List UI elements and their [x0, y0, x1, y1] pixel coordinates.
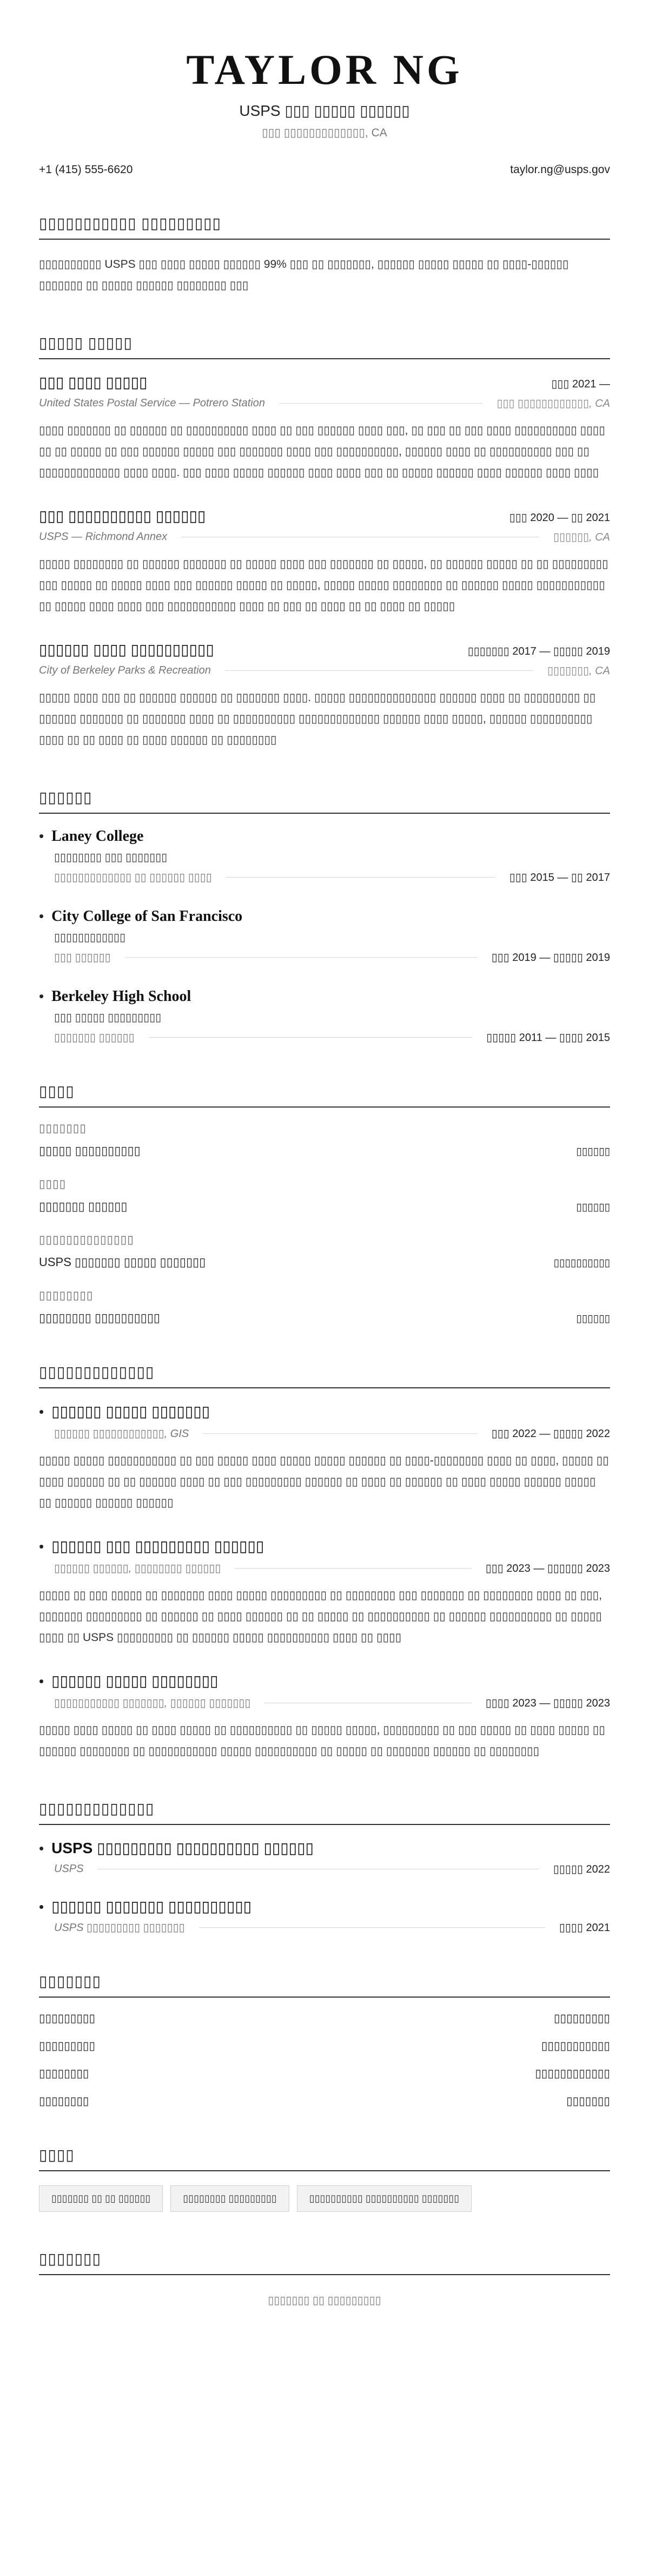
skill-level: ▯▯▯▯▯▯ [576, 1313, 610, 1325]
job-date: ▯▯▯ 2020 — ▯▯ 2021 [509, 512, 610, 524]
certification-name: USPS ▯▯▯▯▯▯▯▯▯ ▯▯▯▯▯▯▯▯▯▯ ▯▯▯▯▯▯ [51, 1840, 314, 1856]
section-title: ▯▯▯▯ [39, 1082, 610, 1108]
divider [235, 1568, 471, 1569]
bullet-icon: • [39, 988, 44, 1004]
section-title: ▯▯▯▯▯▯▯ [39, 2250, 610, 2275]
education-entry [39, 828, 610, 884]
language-level: ▯▯▯▯▯▯▯▯▯▯▯▯ [535, 2067, 610, 2080]
job-location: ▯▯▯▯▯▯, CA [553, 531, 610, 543]
field-of-study: ▯▯▯▯▯▯▯▯▯▯▯▯▯ ▯▯ ▯▯▯▯▯▯ ▯▯▯▯ [54, 872, 212, 884]
project-description: ▯▯▯▯▯ ▯▯▯▯▯ ▯▯▯▯▯▯▯▯▯▯▯ ▯▯ ▯▯▯ ▯▯▯▯▯ ▯▯▯▯ ▯▯▯▯▯ ▯▯▯▯▯ ▯▯▯▯▯▯ ▯▯ ▯▯▯▯-▯▯▯▯▯▯▯▯ ▯▯▯▯ ▯▯ ▯▯▯▯, ▯▯▯▯▯ ▯▯ ▯▯▯▯ ▯▯▯▯▯▯ ▯▯ ▯▯ ▯▯▯▯▯▯ ▯▯▯▯ ▯▯ ▯▯▯ ▯▯▯▯▯▯▯▯▯ ▯▯▯▯▯▯ ▯▯ ▯▯▯▯ ▯▯ ▯▯▯▯▯▯ ▯▯ ▯▯▯▯ ▯▯▯▯▯ ▯▯▯▯▯▯ ▯▯▯▯▯ ▯▯ ▯▯▯▯▯▯ ▯▯▯▯▯▯ ▯▯▯▯▯▯ [39, 1454, 609, 1509]
tag-chip: ▯▯▯▯▯▯▯▯▯▯ ▯▯▯▯▯▯▯▯▯▯ ▯▯▯▯▯▯▯ [297, 2185, 472, 2212]
job-org: United States Postal Service — Potrero Station [39, 397, 265, 409]
project-title: ▯▯▯▯▯▯ ▯▯▯▯▯ ▯▯▯▯▯▯▯ [51, 1403, 210, 1420]
divider [279, 403, 482, 404]
references-note: ▯▯▯▯▯▯▯ ▯▯ ▯▯▯▯▯▯▯▯▯ [268, 2295, 381, 2307]
education-entry [39, 988, 610, 1044]
experience-entry [39, 507, 610, 617]
project-subtitle: ▯▯▯▯▯▯ ▯▯▯▯▯▯▯▯▯▯▯▯, GIS [54, 1428, 189, 1440]
bullet-icon: • [39, 1538, 44, 1554]
skill-level: ▯▯▯▯▯▯▯▯▯▯ [553, 1257, 610, 1269]
resume-header [39, 0, 610, 140]
skill-category: ▯▯▯▯▯▯▯▯ [39, 1289, 94, 1302]
project-description: ▯▯▯▯▯ ▯▯ ▯▯▯ ▯▯▯▯▯ ▯▯ ▯▯▯▯▯▯▯ ▯▯▯▯ ▯▯▯▯▯ ▯▯▯▯▯▯▯▯▯ ▯▯ ▯▯▯▯▯▯▯▯ ▯▯▯ ▯▯▯▯▯▯▯ ▯▯ ▯▯▯▯▯▯▯▯ ▯▯▯▯ ▯▯ ▯▯▯, ▯▯▯▯▯▯▯ ▯▯▯▯▯▯▯▯▯ ▯▯ ▯▯▯▯▯▯ ▯▯ ▯▯▯▯ ▯▯▯▯▯▯ ▯▯ ▯▯ ▯▯▯▯▯ ▯▯ ▯▯▯▯▯▯▯▯▯▯ ▯▯ ▯▯▯▯▯▯ ▯▯▯▯▯▯▯▯▯▯ ▯▯ ▯▯▯▯▯ ▯▯▯▯ ▯▯ USPS ▯▯▯▯▯▯▯▯▯ ▯▯ ▯▯▯▯▯▯ ▯▯▯▯▯ ▯▯▯▯▯▯▯▯▯▯ ▯▯▯▯ ▯▯ ▯▯▯▯ [39, 1589, 602, 1644]
job-location: ▯▯▯ ▯▯▯▯▯▯▯▯▯▯▯▯, CA [496, 398, 610, 410]
skill-category: ▯▯▯▯▯▯▯ [39, 1122, 87, 1135]
degree: ▯▯▯▯▯▯▯▯▯▯▯▯ [54, 932, 126, 944]
bullet-icon: • [39, 908, 44, 924]
divider [226, 877, 495, 878]
languages-section [39, 1972, 610, 2108]
job-org: City of Berkeley Parks & Recreation [39, 664, 211, 676]
project-date: ▯▯▯ 2022 — ▯▯▯▯▯ 2022 [491, 1428, 610, 1440]
project-date: ▯▯▯▯ 2023 — ▯▯▯▯▯ 2023 [485, 1697, 610, 1709]
tag-list [39, 2185, 610, 2212]
language-level: ▯▯▯▯▯▯▯ [566, 2095, 610, 2107]
skill-group [39, 1289, 610, 1325]
job-title: ▯▯▯ ▯▯▯▯▯▯▯▯▯▯ ▯▯▯▯▯▯ [39, 508, 206, 524]
section-title: ▯▯▯▯▯▯▯▯▯▯▯▯▯ [39, 1363, 610, 1388]
certification-entry [39, 1839, 610, 1876]
experience-section [39, 334, 610, 750]
language-name: ▯▯▯▯▯▯▯▯▯ [39, 2040, 96, 2052]
job-location: ▯▯▯▯▯▯▯, CA [547, 665, 610, 677]
project-entry [39, 1537, 610, 1648]
email[interactable]: taylor.ng@usps.gov [510, 163, 610, 176]
education-entry [39, 908, 610, 964]
project-entry [39, 1402, 610, 1513]
contact-row [39, 163, 610, 176]
bullet-icon: • [39, 1673, 44, 1689]
language-row [39, 2067, 610, 2080]
candidate-name: TAYLOR NG [186, 46, 463, 93]
summary-section [39, 214, 610, 296]
project-description: ▯▯▯▯▯ ▯▯▯▯ ▯▯▯▯▯ ▯▯ ▯▯▯▯ ▯▯▯▯▯ ▯▯ ▯▯▯▯▯▯▯▯▯▯ ▯▯ ▯▯▯▯▯ ▯▯▯▯▯, ▯▯▯▯▯▯▯▯▯ ▯▯ ▯▯▯ ▯▯▯▯▯ ▯▯ ▯▯▯▯ ▯▯▯▯▯ ▯▯ ▯▯▯▯▯▯ ▯▯▯▯▯▯▯▯ ▯▯ ▯▯▯▯▯▯▯▯▯▯▯ ▯▯▯▯▯ ▯▯▯▯▯▯▯▯▯▯ ▯▯ ▯▯▯▯▯ ▯▯ ▯▯▯▯▯▯▯ ▯▯▯▯▯▯ ▯▯ ▯▯▯▯▯▯▯▯ [39, 1724, 605, 1757]
project-entry [39, 1672, 610, 1762]
divider [125, 957, 478, 958]
project-subtitle: ▯▯▯▯▯▯ ▯▯▯▯▯▯, ▯▯▯▯▯▯▯▯ ▯▯▯▯▯▯ [54, 1563, 221, 1574]
section-title: ▯▯▯▯▯▯▯ [39, 1972, 610, 1998]
certification-issuer: USPS [54, 1863, 84, 1875]
certification-issuer: USPS ▯▯▯▯▯▯▯▯▯ ▯▯▯▯▯▯▯ [54, 1922, 185, 1934]
language-name: ▯▯▯▯▯▯▯▯ [39, 2095, 89, 2107]
tag-chip: ▯▯▯▯▯▯▯ ▯▯ ▯▯ ▯▯▯▯▯▯ [39, 2185, 163, 2212]
certification-name: ▯▯▯▯▯▯ ▯▯▯▯▯▯▯ ▯▯▯▯▯▯▯▯▯▯ [51, 1898, 252, 1915]
summary-text: ▯▯▯▯▯▯▯▯▯▯ USPS ▯▯▯ ▯▯▯▯ ▯▯▯▯▯ ▯▯▯▯▯▯ 99% ▯▯▯ ▯▯ ▯▯▯▯▯▯▯, ▯▯▯▯▯▯ ▯▯▯▯▯ ▯▯▯▯▯ ▯▯ ▯▯▯▯-▯▯▯▯▯▯ ▯▯▯▯▯▯▯ ▯▯ ▯▯▯▯▯ ▯▯▯▯▯▯ ▯▯▯▯▯▯▯▯ ▯▯▯ [39, 258, 569, 292]
education-date: ▯▯▯ 2015 — ▯▯ 2017 [509, 872, 610, 884]
project-title: ▯▯▯▯▯▯ ▯▯▯▯▯ ▯▯▯▯▯▯▯▯ [51, 1672, 218, 1689]
skill-level: ▯▯▯▯▯▯ [576, 1202, 610, 1213]
bullet-icon: • [39, 1899, 44, 1915]
references-section [39, 2250, 610, 2307]
field-of-study: ▯▯▯▯▯▯▯ ▯▯▯▯▯▯ [54, 1032, 135, 1044]
degree: ▯▯▯ ▯▯▯▯▯ ▯▯▯▯▯▯▯▯▯ [54, 1012, 162, 1024]
language-level: ▯▯▯▯▯▯▯▯▯ [553, 2012, 610, 2025]
project-title: ▯▯▯▯▯▯ ▯▯▯ ▯▯▯▯▯▯▯▯▯ ▯▯▯▯▯▯ [51, 1538, 264, 1554]
experience-entry [39, 641, 610, 750]
section-title: ▯▯▯▯▯▯ [39, 788, 610, 814]
headline: USPS ▯▯▯ ▯▯▯▯▯ ▯▯▯▯▯▯ [239, 102, 410, 119]
field-of-study: ▯▯▯ ▯▯▯▯▯▯ [54, 952, 111, 964]
divider [199, 1927, 545, 1928]
section-title: ▯▯▯▯ [39, 2146, 610, 2171]
tag-chip: ▯▯▯▯▯▯▯▯ ▯▯▯▯▯▯▯▯▯ [170, 2185, 289, 2212]
job-org: USPS — Richmond Annex [39, 531, 168, 543]
skill-name: ▯▯▯▯▯▯▯▯ ▯▯▯▯▯▯▯▯▯▯ [39, 1311, 161, 1325]
certification-date: ▯▯▯▯▯ 2022 [553, 1863, 610, 1875]
skill-group [39, 1122, 610, 1158]
language-name: ▯▯▯▯▯▯▯▯ [39, 2067, 89, 2080]
language-level: ▯▯▯▯▯▯▯▯▯▯▯ [541, 2040, 610, 2052]
skill-level: ▯▯▯▯▯▯ [576, 1146, 610, 1157]
certification-date: ▯▯▯▯ 2021 [559, 1922, 610, 1934]
skill-category: ▯▯▯▯ [39, 1178, 67, 1190]
project-date: ▯▯▯ 2023 — ▯▯▯▯▯▯ 2023 [485, 1563, 610, 1574]
tags-section [39, 2146, 610, 2212]
skill-name: ▯▯▯▯▯▯▯ ▯▯▯▯▯▯ [39, 1200, 128, 1213]
skill-name: USPS ▯▯▯▯▯▯▯ ▯▯▯▯▯ ▯▯▯▯▯▯▯ [39, 1255, 206, 1269]
education-section [39, 788, 610, 1044]
location: ▯▯▯ ▯▯▯▯▯▯▯▯▯▯▯▯▯, CA [262, 127, 387, 139]
certification-entry [39, 1898, 610, 1934]
project-subtitle: ▯▯▯▯▯▯▯▯▯▯▯ ▯▯▯▯▯▯▯, ▯▯▯▯▯▯ ▯▯▯▯▯▯▯ [54, 1697, 251, 1709]
job-description: ▯▯▯▯ ▯▯▯▯▯▯▯ ▯▯ ▯▯▯▯▯▯ ▯▯ ▯▯▯▯▯▯▯▯▯▯ ▯▯▯▯ ▯▯ ▯▯▯ ▯▯▯▯▯▯ ▯▯▯▯ ▯▯▯, ▯▯ ▯▯▯ ▯▯ ▯▯▯ ▯▯▯▯ ▯▯▯▯▯▯▯▯▯▯ ▯▯▯▯ ▯▯ ▯▯ ▯▯▯▯▯ ▯▯ ▯▯▯ ▯▯▯▯▯▯ ▯▯▯▯▯ ▯▯▯ ▯▯▯▯▯▯▯ ▯▯▯▯ ▯▯▯ ▯▯▯▯▯▯▯▯▯▯, ▯▯▯▯▯▯ ▯▯▯▯ ▯▯ ▯▯▯▯▯▯▯▯▯▯ ▯▯▯ ▯▯ ▯▯▯▯▯▯▯▯▯▯▯▯▯ ▯▯▯▯ ▯▯▯▯. ▯▯▯ ▯▯▯▯ ▯▯▯▯▯ ▯▯▯▯▯▯ ▯▯▯▯ ▯▯▯▯ ▯▯▯ ▯▯ ▯▯▯▯▯ ▯▯▯▯▯▯ ▯▯▯▯ ▯▯▯▯▯▯ ▯▯▯▯ ▯▯▯▯ [39, 424, 605, 479]
divider [225, 670, 533, 671]
certifications-section [39, 1800, 610, 1934]
language-row [39, 2039, 610, 2053]
divider [149, 1037, 473, 1038]
job-description: ▯▯▯▯▯ ▯▯▯▯▯▯▯▯ ▯▯ ▯▯▯▯▯▯ ▯▯▯▯▯▯▯ ▯▯ ▯▯▯▯▯ ▯▯▯▯ ▯▯▯ ▯▯▯▯▯▯▯ ▯▯ ▯▯▯▯▯, ▯▯ ▯▯▯▯▯▯ ▯▯▯▯▯ ▯▯ ▯▯ ▯▯▯▯▯▯▯▯▯ ▯▯▯ ▯▯▯▯▯ ▯▯ ▯▯▯▯▯ ▯▯▯▯ ▯▯▯ ▯▯▯▯▯▯ ▯▯▯▯▯ ▯▯ ▯▯▯▯▯, ▯▯▯▯▯ ▯▯▯▯▯ ▯▯▯▯▯▯▯▯ ▯▯ ▯▯▯▯▯▯ ▯▯▯▯▯ ▯▯▯▯▯▯▯▯▯▯▯ ▯▯ ▯▯▯▯▯ ▯▯▯▯ ▯▯▯▯ ▯▯▯ ▯▯▯▯▯▯▯▯▯▯▯ ▯▯▯▯ ▯▯ ▯▯▯ ▯▯ ▯▯▯▯ ▯▯ ▯▯ ▯▯▯▯ ▯▯ ▯▯▯▯▯ [39, 558, 608, 612]
skill-name: ▯▯▯▯▯ ▯▯▯▯▯▯▯▯▯▯ [39, 1144, 141, 1157]
job-date: ▯▯▯▯▯▯▯ 2017 — ▯▯▯▯▯ 2019 [467, 645, 610, 657]
skills-section [39, 1082, 610, 1325]
section-title: ▯▯▯▯▯▯▯▯▯▯▯▯▯ [39, 1800, 610, 1825]
education-date: ▯▯▯▯▯ 2011 — ▯▯▯▯ 2015 [486, 1032, 610, 1044]
bullet-icon: • [39, 1404, 44, 1420]
job-title: ▯▯▯▯▯▯ ▯▯▯▯ ▯▯▯▯▯▯▯▯▯▯ [39, 641, 214, 658]
degree: ▯▯▯▯▯▯▯▯ ▯▯▯ ▯▯▯▯▯▯▯ [54, 852, 168, 864]
school-name: City College of San Francisco [51, 908, 243, 925]
experience-entry [39, 373, 610, 483]
job-date: ▯▯▯ 2021 — [551, 378, 610, 390]
skill-group [39, 1177, 610, 1214]
section-title: ▯▯▯▯▯▯▯▯▯▯▯ ▯▯▯▯▯▯▯▯▯ [39, 214, 610, 240]
section-title: ▯▯▯▯▯ ▯▯▯▯▯ [39, 334, 610, 359]
bullet-icon: • [39, 828, 44, 844]
divider [203, 1433, 478, 1434]
phone[interactable]: +1 (415) 555-6620 [39, 163, 133, 176]
skill-category: ▯▯▯▯▯▯▯▯▯▯▯▯▯▯ [39, 1234, 134, 1246]
language-row [39, 2012, 610, 2025]
skill-group [39, 1233, 610, 1269]
projects-section [39, 1363, 610, 1762]
job-title: ▯▯▯ ▯▯▯▯ ▯▯▯▯▯ [39, 374, 148, 391]
language-name: ▯▯▯▯▯▯▯▯▯ [39, 2012, 96, 2025]
bullet-icon: • [39, 1840, 44, 1856]
language-row [39, 2094, 610, 2108]
school-name: Laney College [51, 828, 144, 845]
job-description: ▯▯▯▯▯ ▯▯▯▯ ▯▯▯ ▯▯ ▯▯▯▯▯▯ ▯▯▯▯▯▯ ▯▯ ▯▯▯▯▯▯▯ ▯▯▯▯. ▯▯▯▯▯ ▯▯▯▯▯▯▯▯▯▯▯▯▯▯ ▯▯▯▯▯▯ ▯▯▯▯ ▯▯ ▯▯▯▯▯▯▯▯▯ ▯▯ ▯▯▯▯▯▯ ▯▯▯▯▯▯▯ ▯▯ ▯▯▯▯▯▯▯ ▯▯▯▯ ▯▯ ▯▯▯▯▯▯▯▯▯▯ ▯▯▯▯▯▯▯▯▯▯▯▯▯ ▯▯▯▯▯▯ ▯▯▯▯ ▯▯▯▯▯, ▯▯▯▯▯▯ ▯▯▯▯▯▯▯▯▯▯ ▯▯▯▯ ▯▯ ▯▯ ▯▯▯▯ ▯▯ ▯▯▯▯ ▯▯▯▯▯▯ ▯▯ ▯▯▯▯▯▯▯▯ [39, 691, 596, 746]
school-name: Berkeley High School [51, 988, 191, 1005]
education-date: ▯▯▯ 2019 — ▯▯▯▯▯ 2019 [491, 952, 610, 964]
